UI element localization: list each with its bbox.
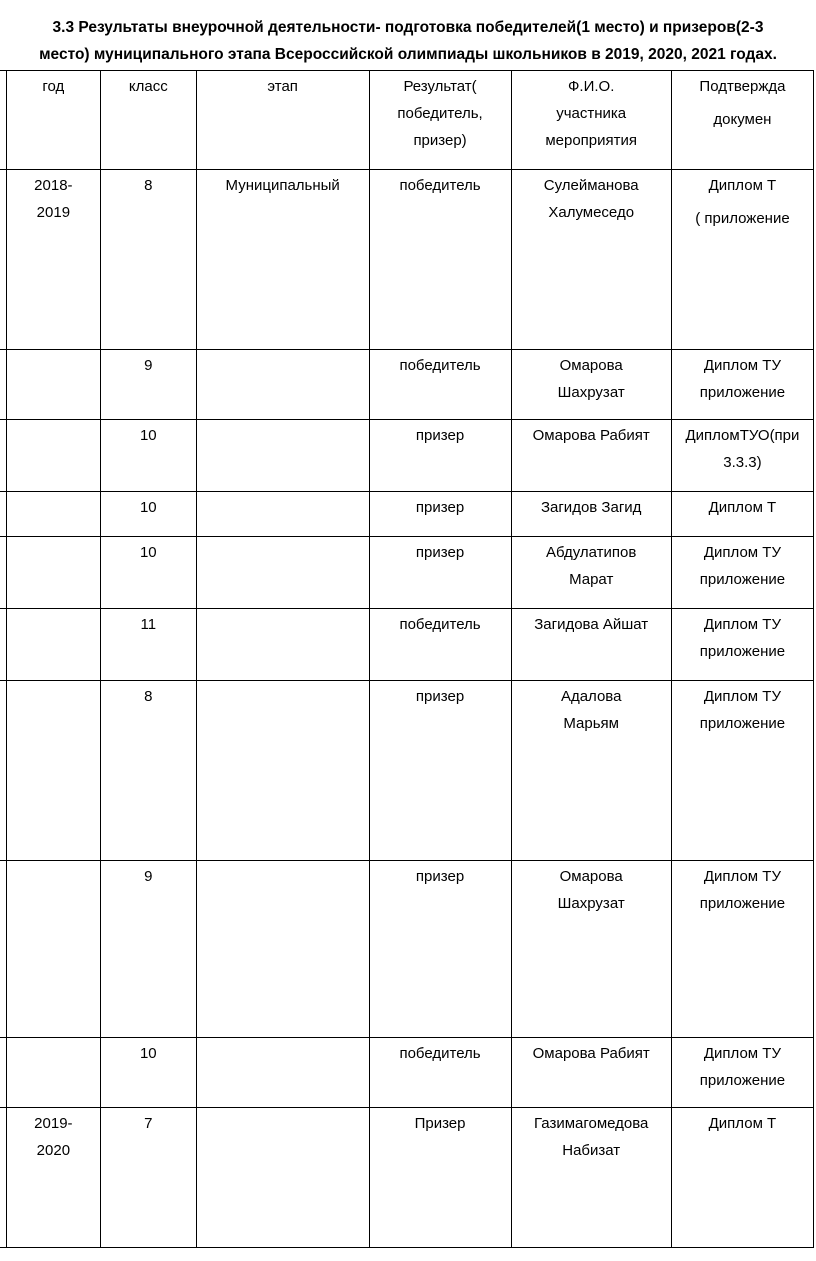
table-row: [0, 1038, 814, 1108]
doc-cell-line: приложение: [699, 384, 786, 401]
header-result-line: победитель,: [397, 105, 483, 122]
year-cell-line: 2018-: [34, 177, 73, 194]
stage-cell: [196, 420, 369, 492]
doc-cell: [671, 350, 813, 420]
name-cell-line: Шахрузат: [557, 895, 625, 912]
header-name-line: Ф.И.О.: [568, 78, 615, 95]
result-cell: Призер: [369, 1108, 511, 1248]
year-cell-line: 2019: [36, 204, 71, 221]
header-year: год: [6, 71, 100, 170]
grade-cell: 10: [100, 537, 196, 609]
result-cell: призер: [369, 420, 511, 492]
result-cell: победитель: [369, 1038, 511, 1108]
name-cell: [511, 350, 671, 420]
header-name-line: участника: [556, 105, 627, 122]
doc-cell-line: Диплом Т: [708, 499, 777, 516]
year-cell: [6, 609, 100, 681]
name-cell: [511, 537, 671, 609]
year-cell: [6, 1038, 100, 1108]
header-result-line: Результат(: [403, 78, 477, 95]
results-table: [0, 70, 814, 1248]
header-name: [511, 71, 671, 170]
name-cell-line: Абдулатипов: [546, 544, 637, 561]
year-cell-line: 2019-: [34, 1115, 73, 1132]
name-cell-line: Загидов Загид: [540, 499, 642, 516]
result-cell: победитель: [369, 350, 511, 420]
stage-cell: [196, 861, 369, 1038]
name-cell-line: Сулейманова: [543, 177, 639, 194]
doc-cell-line: приложение: [699, 1072, 786, 1089]
doc-cell-line: Диплом Т: [708, 1115, 777, 1132]
name-cell-line: Загидова Айшат: [534, 616, 649, 633]
doc-cell-line: Диплом ТУ: [703, 868, 781, 885]
name-cell-line: Марат: [569, 571, 614, 588]
doc-cell-line: Диплом ТУ: [703, 1045, 781, 1062]
doc-cell-line: Диплом ТУ: [703, 357, 781, 374]
grade-cell: 8: [100, 681, 196, 861]
stage-cell: [196, 537, 369, 609]
doc-cell-line: ( приложение: [695, 210, 790, 227]
table-header-row: [0, 71, 814, 170]
table-row: [0, 609, 814, 681]
name-cell-line: Халумеседо: [548, 204, 635, 221]
doc-cell: [671, 492, 813, 537]
doc-cell: [671, 609, 813, 681]
name-cell-line: Адалова: [560, 688, 622, 705]
stage-cell: Муниципальный: [196, 170, 369, 350]
grade-cell: 10: [100, 492, 196, 537]
doc-cell-line: Диплом ТУ: [703, 688, 781, 705]
doc-cell-line: Диплом ТУ: [703, 616, 781, 633]
doc-cell: [671, 420, 813, 492]
header-doc-line: докумен: [713, 111, 772, 128]
doc-cell-line: Диплом ТУ: [703, 544, 781, 561]
year-cell: [6, 681, 100, 861]
grade-cell: 8: [100, 170, 196, 350]
doc-cell: [671, 537, 813, 609]
doc-cell-line: приложение: [699, 643, 786, 660]
table-row: [0, 420, 814, 492]
name-cell-line: Омарова: [559, 868, 623, 885]
name-cell: [511, 609, 671, 681]
year-cell: [6, 537, 100, 609]
table-row: [0, 537, 814, 609]
year-cell: [6, 170, 100, 350]
header-doc-line: Подтвержда: [699, 78, 786, 95]
name-cell: [511, 1038, 671, 1108]
grade-cell: 9: [100, 861, 196, 1038]
year-cell: [6, 420, 100, 492]
name-cell: [511, 420, 671, 492]
table-row: [0, 1108, 814, 1248]
doc-cell-line: приложение: [699, 715, 786, 732]
year-cell-line: 2020: [36, 1142, 71, 1159]
name-cell: [511, 170, 671, 350]
year-cell: [6, 492, 100, 537]
doc-cell-line: ДипломТУО(при: [685, 427, 800, 444]
grade-cell: 9: [100, 350, 196, 420]
grade-cell: 10: [100, 1038, 196, 1108]
table-row: [0, 861, 814, 1038]
name-cell-line: Омарова Рабият: [532, 1045, 650, 1062]
grade-cell: 10: [100, 420, 196, 492]
doc-cell: [671, 681, 813, 861]
year-cell: [6, 350, 100, 420]
table-row: [0, 681, 814, 861]
grade-cell: 7: [100, 1108, 196, 1248]
year-cell: [6, 1108, 100, 1248]
table-row: [0, 492, 814, 537]
name-cell-line: Марьям: [563, 715, 619, 732]
header-result-line: призер): [413, 132, 467, 149]
result-cell: победитель: [369, 609, 511, 681]
doc-cell: [671, 1108, 813, 1248]
heading-line-1: 3.3 Результаты внеурочной деятельности- подготовка победителей(1 место) и призеров(2-3: [52, 19, 764, 36]
doc-cell-line: 3.3.3): [723, 454, 762, 471]
doc-cell: [671, 861, 813, 1038]
name-cell-line: Набизат: [562, 1142, 621, 1159]
stage-cell: [196, 681, 369, 861]
name-cell-line: Газимагомедова: [533, 1115, 649, 1132]
result-cell: призер: [369, 861, 511, 1038]
stage-cell: [196, 492, 369, 537]
header-name-line: мероприятия: [545, 132, 638, 149]
result-cell: победитель: [369, 170, 511, 350]
name-cell: [511, 861, 671, 1038]
header-stage: этап: [196, 71, 369, 170]
stage-cell: [196, 609, 369, 681]
result-cell: призер: [369, 537, 511, 609]
header-result: [369, 71, 511, 170]
doc-cell-line: приложение: [699, 895, 786, 912]
name-cell-line: Омарова: [559, 357, 623, 374]
table-row: [0, 170, 814, 350]
grade-cell: 11: [100, 609, 196, 681]
section-heading: [0, 14, 816, 68]
table-row: [0, 350, 814, 420]
stage-cell: [196, 1038, 369, 1108]
heading-line-2: место) муниципального этапа Всероссийской олимпиады школьников в 2019, 2020, 2021 годах.: [39, 46, 777, 63]
header-grade: класс: [100, 71, 196, 170]
result-cell: призер: [369, 681, 511, 861]
year-cell: [6, 861, 100, 1038]
header-doc: [671, 71, 813, 170]
name-cell: [511, 681, 671, 861]
name-cell: [511, 492, 671, 537]
doc-cell-line: Диплом Т: [708, 177, 777, 194]
result-cell: призер: [369, 492, 511, 537]
name-cell-line: Шахрузат: [557, 384, 625, 401]
name-cell-line: Омарова Рабият: [532, 427, 650, 444]
doc-cell: [671, 1038, 813, 1108]
doc-cell: [671, 170, 813, 350]
doc-cell-line: приложение: [699, 571, 786, 588]
name-cell: [511, 1108, 671, 1248]
stage-cell: [196, 350, 369, 420]
stage-cell: [196, 1108, 369, 1248]
